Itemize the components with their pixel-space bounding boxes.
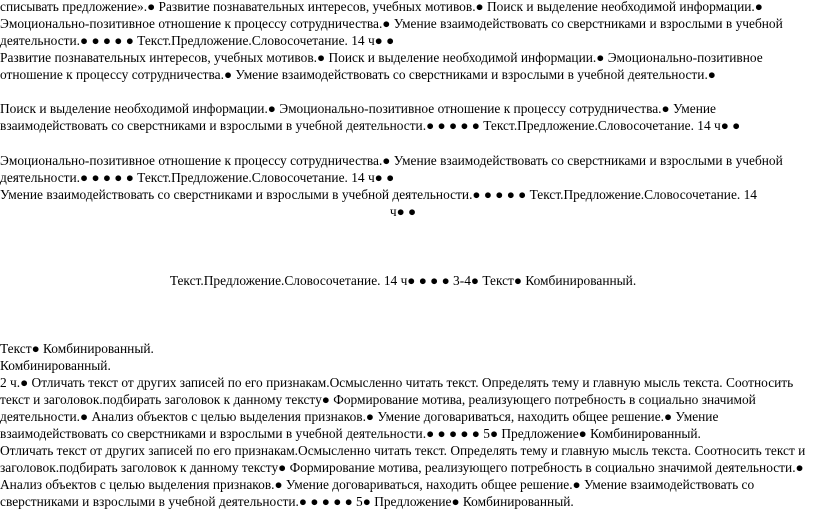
paragraph-2: Развитие познавательных интересов, учебных мотивов.● Поиск и выделение необходимой информации.● Эмоционально-позитивное отношение к процессу сотрудничества.● Умение взаимодействовать со сверстниками и взрослыми в учебной деятельности.● bbox=[0, 50, 763, 83]
paragraph-7: Текст.Предложение.Словосочетание. 14 ч● ● ● ● 3-4● Текст● Комбинированный. bbox=[169, 273, 637, 288]
paragraph-4: Эмоционально-позитивное отношение к процессу сотрудничества.● Умение взаимодействовать со сверстниками и взрослыми в учебной деятельности.● ● ● ● ● Текст.Предложение.Словосочетание. 14 ч● ● bbox=[0, 153, 783, 186]
paragraph-5: Умение взаимодействовать со сверстниками и взрослыми в учебной деятельности.● ● ● ● ● Текст.Предложение.Словосочетание. 14 bbox=[0, 187, 757, 202]
paragraph-11: Отличать текст от других записей по его признакам.Осмысленно читать текст. Определять тему и главную мысль текста. Соотносить текст и заголовок.подбирать заголовок к данному тексту● Формирование мотива, реализующего потребность в социально значимой деятельности.● Анализ объектов с целью выделения признаков.● Умение договариваться, находить общее решение.● Умение взаимодействовать со сверстниками и взрослыми в учебной деятельности.● ● ● ● ● 5● Предложение● Комбинированный. bbox=[0, 443, 806, 510]
paragraph-6: ч● ● bbox=[389, 204, 417, 219]
paragraph-10: 2 ч.● Отличать текст от других записей по его признакам.Осмысленно читать текст. Определять тему и главную мысль текста. Соотносить текст и заголовок.подбирать заголовок к данному тексту● Формирование мотива, реализующего потребность в социально значимой деятельности.● Анализ объектов с целью выделения признаков.● Умение договариваться, находить общее решение.● Умение взаимодействовать со сверстниками и взрослыми в учебной деятельности.● ● ● ● ● 5● Предложение● Комбинированный. bbox=[0, 375, 794, 442]
paragraph-9: Комбинированный. bbox=[0, 358, 111, 373]
paragraph-8: Текст● Комбинированный. bbox=[0, 341, 154, 356]
paragraph-3: Поиск и выделение необходимой информации.● Эмоционально-позитивное отношение к процессу сотрудничества.● Умение взаимодействовать со сверстниками и взрослыми в учебной деятельности.● ● ● ● ● Текст.Предложение.Словосочетание. 14 ч● ● bbox=[0, 101, 741, 134]
paragraph-1: списывать предложение».● Развитие познавательных интересов, учебных мотивов.● Поиск и выделение необходимой информации.● Эмоционально-позитивное отношение к процессу сотрудничества.● Умение взаимодействовать со сверстниками и взрослыми в учебной деятельности.● ● ● ● ● Текст.Предложение.Словосочетание. 14 ч● ● bbox=[0, 0, 783, 49]
